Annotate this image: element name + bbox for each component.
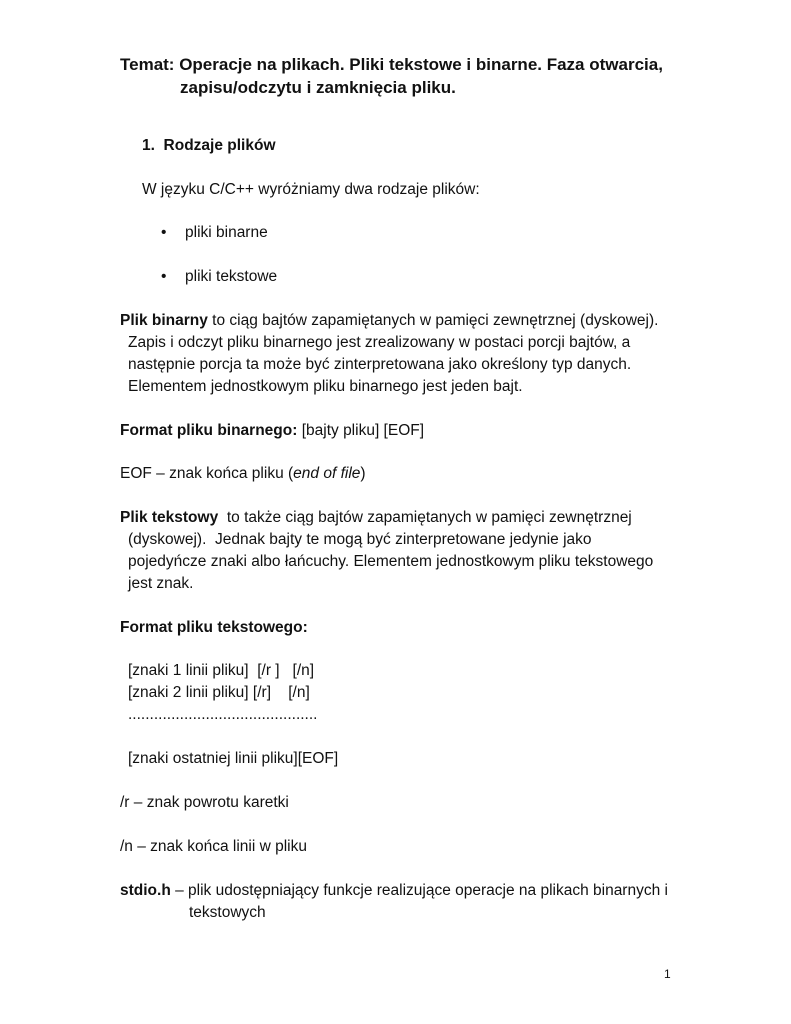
eof-suffix: ) bbox=[360, 465, 366, 482]
text-def-line-3: pojedyńcze znaki albo łańcuchy. Elementem jednostkowym pliku tekstowego bbox=[128, 553, 654, 570]
binary-format-label: Format pliku binarnego: bbox=[120, 422, 298, 439]
binary-term: Plik binarny bbox=[120, 312, 208, 329]
text-term: Plik tekstowy bbox=[120, 509, 219, 526]
text-def-line-2: (dyskowej). Jednak bajty te mogą być zinterpretowane jedynie jako bbox=[128, 531, 592, 548]
stdio-line-1 bbox=[120, 880, 668, 902]
binary-def-line-3: następnie porcja ta może być zinterpretowana jako określony typ danych. bbox=[128, 356, 632, 373]
text-format-dots: ............................................ bbox=[128, 706, 318, 723]
def-carriage-return: /r – znak powrotu karetki bbox=[120, 794, 289, 811]
bullet-icon: • bbox=[161, 268, 167, 285]
section-heading: 1. Rodzaje plików bbox=[142, 137, 276, 154]
text-def-line-1 bbox=[120, 507, 632, 529]
stdio-term: stdio.h bbox=[120, 882, 171, 899]
text-format-label: Format pliku tekstowego: bbox=[120, 619, 308, 636]
text-format-last: [znaki ostatniej linii pliku][EOF] bbox=[128, 750, 339, 767]
eof-prefix: EOF – znak końca pliku ( bbox=[120, 465, 294, 482]
eof-definition bbox=[120, 463, 366, 485]
text-def-line-4: jest znak. bbox=[128, 575, 194, 592]
binary-def-text: to ciąg bajtów zapamiętanych w pamięci zewnętrznej (dyskowej). bbox=[207, 312, 659, 329]
binary-def-line-1 bbox=[120, 310, 658, 332]
text-format-line-1: [znaki 1 linii pliku] [/r ] [/n] bbox=[128, 662, 315, 679]
text-format-line-2: [znaki 2 linii pliku] [/r] [/n] bbox=[128, 684, 310, 701]
list-item-binary: pliki binarne bbox=[185, 224, 268, 241]
binary-def-line-4: Elementem jednostkowym pliku binarnego jest jeden bajt. bbox=[128, 378, 523, 395]
page-number: 1 bbox=[664, 967, 671, 981]
stdio-text: – plik udostępniający funkcje realizujące operacje na plikach binarnych i bbox=[170, 882, 668, 899]
page-title-line-2: zapisu/odczytu i zamknięcia pliku. bbox=[180, 78, 456, 97]
binary-format bbox=[120, 420, 424, 442]
binary-def-line-2: Zapis i odczyt pliku binarnego jest zrealizowany w postaci porcji bajtów, a bbox=[128, 334, 631, 351]
stdio-line-2: tekstowych bbox=[189, 904, 266, 921]
page-title-line-1: Temat: Operacje na plikach. Pliki tekstowe i binarne. Faza otwarcia, bbox=[120, 55, 663, 74]
text-def-text: to także ciąg bajtów zapamiętanych w pamięci zewnętrznej bbox=[218, 509, 632, 526]
eof-italic: end of file bbox=[293, 465, 361, 482]
def-newline: /n – znak końca linii w pliku bbox=[120, 838, 307, 855]
binary-format-value: [bajty pliku] [EOF] bbox=[297, 422, 425, 439]
bullet-icon: • bbox=[161, 224, 167, 241]
list-item-text: pliki tekstowe bbox=[185, 268, 278, 285]
section-intro: W języku C/C++ wyróżniamy dwa rodzaje plików: bbox=[142, 181, 480, 198]
